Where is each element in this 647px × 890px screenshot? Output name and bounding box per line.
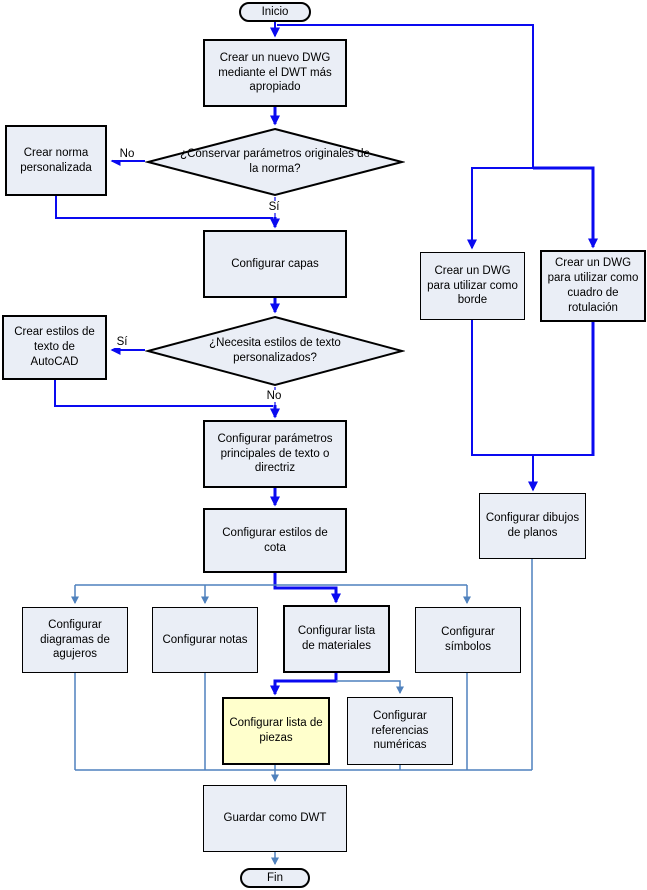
node-configurar-lista-piezas-label: Configurar lista de piezas (229, 717, 323, 744)
node-crear-dwg (203, 39, 347, 107)
edge-branch-rotulacion (533, 168, 593, 247)
node-configurar-lista-materiales (283, 605, 390, 673)
node-configurar-capas (203, 230, 347, 298)
node-crear-norma-label: Crear norma personalizada (20, 146, 92, 174)
node-configurar-estilos-cota (203, 508, 347, 573)
node-dwg-borde-label: Crear un DWG para utilizar como borde (427, 264, 518, 307)
node-crear-norma (5, 125, 107, 196)
node-inicio (239, 2, 311, 22)
node-configurar-lista-materiales-label: Configurar lista de materiales (297, 625, 376, 652)
node-decision1-label: ¿Conservar parámetros originales de la norma? (180, 148, 370, 175)
node-configurar-referencias (347, 697, 453, 765)
node-configurar-parametros-texto-label: Configurar parámetros principales de texto o directriz (217, 432, 333, 475)
edge-materiales-piezas (275, 673, 336, 694)
node-crear-estilos-texto (2, 315, 107, 380)
node-configurar-diagramas-agujeros-label: Configurar diagramas de agujeros (40, 618, 110, 661)
node-decision2-label: ¿Necesita estilos de texto personalizados? (209, 337, 341, 364)
node-configurar-parametros-texto (203, 420, 347, 488)
edge-norma-merge (56, 196, 273, 218)
node-decision-necesita-estilos (145, 315, 405, 387)
node-configurar-lista-piezas (222, 697, 330, 765)
edge-materiales-referencias (336, 681, 400, 693)
edge-label-si-1: Sí (261, 201, 287, 213)
node-configurar-dibujos-planos-label: Configurar dibujos de planos (485, 512, 580, 539)
node-crear-estilos-texto-label: Crear estilos de texto de AutoCAD (14, 326, 95, 368)
edge-label-si-2: Sí (108, 336, 136, 348)
node-decision-conservar-parametros (145, 127, 405, 197)
node-fin (240, 868, 310, 888)
node-inicio-label: Inicio (261, 5, 289, 18)
edge-borde-join (472, 320, 593, 455)
node-fin-label: Fin (267, 871, 283, 884)
node-configurar-simbolos-label: Configurar símbolos (441, 626, 495, 653)
node-guardar-dwt (203, 785, 347, 852)
edge-label-no-1: No (113, 148, 141, 160)
node-guardar-dwt-label: Guardar como DWT (223, 812, 327, 825)
node-configurar-notas (152, 607, 258, 673)
node-crear-dwg-label: Crear un nuevo DWG mediante el DWT más apropiado (218, 51, 332, 94)
node-configurar-diagramas-agujeros (22, 607, 128, 673)
node-configurar-capas-label: Configurar capas (231, 257, 319, 270)
node-configurar-notas-label: Configurar notas (162, 633, 248, 646)
edge-label-no-2: No (259, 390, 289, 402)
node-configurar-estilos-cota-label: Configurar estilos de cota (222, 526, 328, 554)
edge-cota-materiales (275, 573, 336, 602)
node-dwg-rotulacion-label: Crear un DWG para utilizar como cuadro de rotulación (547, 257, 639, 314)
node-configurar-simbolos (415, 607, 521, 673)
node-configurar-dibujos-planos (479, 493, 586, 559)
node-dwg-borde (420, 252, 525, 320)
node-dwg-rotulacion (540, 250, 646, 322)
node-configurar-referencias-label: Configurar referencias numéricas (371, 709, 429, 752)
edge-branch-borde (472, 168, 533, 248)
